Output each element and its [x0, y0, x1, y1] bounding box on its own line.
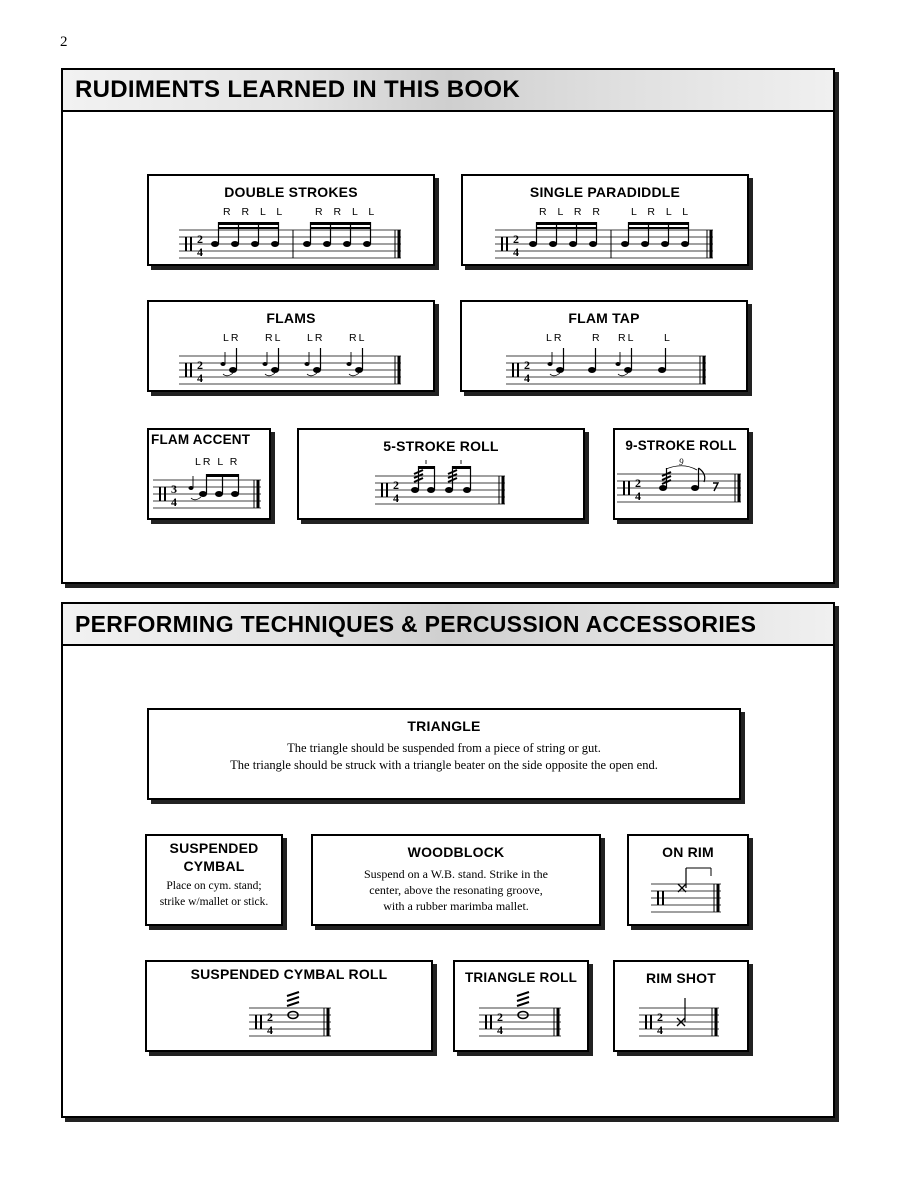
- flams-box: [147, 300, 435, 392]
- flam-tap-sticking-3: RL: [618, 332, 636, 344]
- rudiments-heading: RUDIMENTS LEARNED IN THIS BOOK: [63, 70, 833, 112]
- triangle-roll-box: [453, 960, 589, 1052]
- flam-accent-title: FLAM ACCENT: [151, 432, 251, 447]
- single-paradiddle-notation: [495, 220, 725, 260]
- on-rim-notes: [678, 868, 711, 892]
- nine-stroke-roll-title: 9-STROKE ROLL: [625, 438, 737, 453]
- flam-accent-time-bottom: 4: [171, 495, 177, 509]
- single-paradiddle-sticking-1: R L R R: [539, 206, 604, 218]
- single-paradiddle-notes: [529, 222, 689, 258]
- triangle-title: TRIANGLE: [407, 718, 481, 734]
- woodblock-line-3: with a rubber marimba mallet.: [383, 899, 529, 913]
- flams-time-bottom: 4: [197, 371, 203, 385]
- suspended-cymbal-title-2: CYMBAL: [183, 858, 245, 874]
- flam-accent-box: [147, 428, 271, 520]
- woodblock-line-2: center, above the resonating groove,: [369, 883, 543, 897]
- triangle-box: [147, 708, 741, 800]
- flam-tap-notes: [548, 348, 667, 376]
- rudiments-section: [61, 68, 835, 584]
- flam-tap-time-top: 2: [524, 358, 530, 372]
- single-paradiddle-time-bottom: 4: [513, 245, 519, 259]
- nine-stroke-roll-tuplet: 9: [679, 457, 684, 467]
- five-stroke-roll-time-bottom: 4: [393, 491, 399, 505]
- five-stroke-roll-time-top: 2: [393, 478, 399, 492]
- triangle-roll-notes: [517, 992, 529, 1019]
- flam-tap-sticking-4: L: [664, 332, 674, 344]
- woodblock-line-1: Suspend on a W.B. stand. Strike in the: [364, 867, 548, 881]
- triangle-roll-title: TRIANGLE ROLL: [464, 970, 578, 985]
- flam-tap-notation: [506, 346, 736, 386]
- page-number: 2: [60, 34, 68, 50]
- flams-sticking-1: LR: [223, 332, 241, 344]
- nine-stroke-roll-notation: [617, 456, 743, 506]
- woodblock-title: WOODBLOCK: [407, 844, 505, 860]
- flams-sticking-2: RL: [265, 332, 283, 344]
- double-strokes-time-top: 2: [197, 232, 203, 246]
- suspended-cymbal-roll-title: SUSPENDED CYMBAL ROLL: [190, 966, 388, 982]
- nine-stroke-roll-time-bottom: 4: [635, 489, 641, 503]
- techniques-section: [61, 602, 835, 1118]
- suspended-cymbal-line-1: Place on cym. stand;: [166, 880, 262, 892]
- flams-title: FLAMS: [266, 310, 316, 326]
- single-paradiddle-sticking-2: L R L L: [631, 206, 693, 218]
- five-stroke-roll-notation: [375, 458, 515, 508]
- flams-sticking-3: LR: [307, 332, 325, 344]
- flam-accent-sticking: LR L R: [195, 456, 240, 468]
- single-paradiddle-time-top: 2: [513, 232, 519, 246]
- triangle-line-2: The triangle should be struck with a triangle beater on the side opposite the open end.: [230, 758, 658, 772]
- suspended-cymbal-roll-time-top: 2: [267, 1010, 273, 1024]
- suspended-cymbal-roll-notation: [249, 990, 339, 1040]
- flam-tap-time-bottom: 4: [524, 371, 530, 385]
- suspended-cymbal-roll-time-bottom: 4: [267, 1023, 273, 1037]
- double-strokes-sticking-2: R R L L: [315, 206, 379, 218]
- double-strokes-notation: [179, 220, 409, 260]
- suspended-cymbal-box: [145, 834, 283, 926]
- woodblock-box: [311, 834, 601, 926]
- rim-shot-time-top: 2: [657, 1010, 663, 1024]
- nine-stroke-roll-time-top: 2: [635, 476, 641, 490]
- double-strokes-notes: [211, 222, 371, 258]
- rim-shot-notation: [639, 990, 729, 1040]
- suspended-cymbal-roll-notes: [287, 992, 299, 1019]
- triangle-roll-notation: [479, 990, 569, 1040]
- flam-tap-sticking-2: R: [592, 332, 604, 344]
- five-stroke-roll-title: 5-STROKE ROLL: [383, 438, 499, 454]
- on-rim-title: ON RIM: [662, 844, 714, 860]
- flams-notation: [179, 346, 409, 386]
- single-paradiddle-title: SINGLE PARADIDDLE: [529, 184, 681, 200]
- flams-sticking-4: RL: [349, 332, 367, 344]
- triangle-line-1: The triangle should be suspended from a piece of string or gut.: [287, 741, 601, 755]
- double-strokes-sticking-1: R R L L: [223, 206, 287, 218]
- single-paradiddle-box: [461, 174, 749, 266]
- rim-shot-title: RIM SHOT: [645, 970, 717, 986]
- suspended-cymbal-roll-box: [145, 960, 433, 1052]
- rim-shot-box: [613, 960, 749, 1052]
- flam-accent-notation: [153, 470, 263, 510]
- double-strokes-box: [147, 174, 435, 266]
- triangle-roll-time-bottom: 4: [497, 1023, 503, 1037]
- suspended-cymbal-line-2: strike w/mallet or stick.: [159, 896, 269, 908]
- flams-time-top: 2: [197, 358, 203, 372]
- double-strokes-time-bottom: 4: [197, 245, 203, 259]
- suspended-cymbal-title-1: SUSPENDED: [169, 840, 259, 856]
- nine-stroke-roll-box: [613, 428, 749, 520]
- flam-tap-box: [460, 300, 748, 392]
- flam-tap-title: FLAM TAP: [568, 310, 640, 326]
- flam-accent-time-top: 3: [171, 482, 177, 496]
- triangle-roll-time-top: 2: [497, 1010, 503, 1024]
- flams-notes: [221, 348, 364, 376]
- five-stroke-roll-box: [297, 428, 585, 520]
- five-stroke-roll-notes: [411, 460, 471, 493]
- rim-shot-time-bottom: 4: [657, 1023, 663, 1037]
- on-rim-box: [627, 834, 749, 926]
- techniques-heading: PERFORMING TECHNIQUES & PERCUSSION ACCESSORIES: [63, 604, 833, 646]
- nine-stroke-roll-notes: [659, 466, 718, 491]
- flam-tap-sticking-1: LR: [546, 332, 564, 344]
- double-strokes-title: DOUBLE STROKES: [224, 184, 358, 200]
- on-rim-notation: [651, 866, 731, 916]
